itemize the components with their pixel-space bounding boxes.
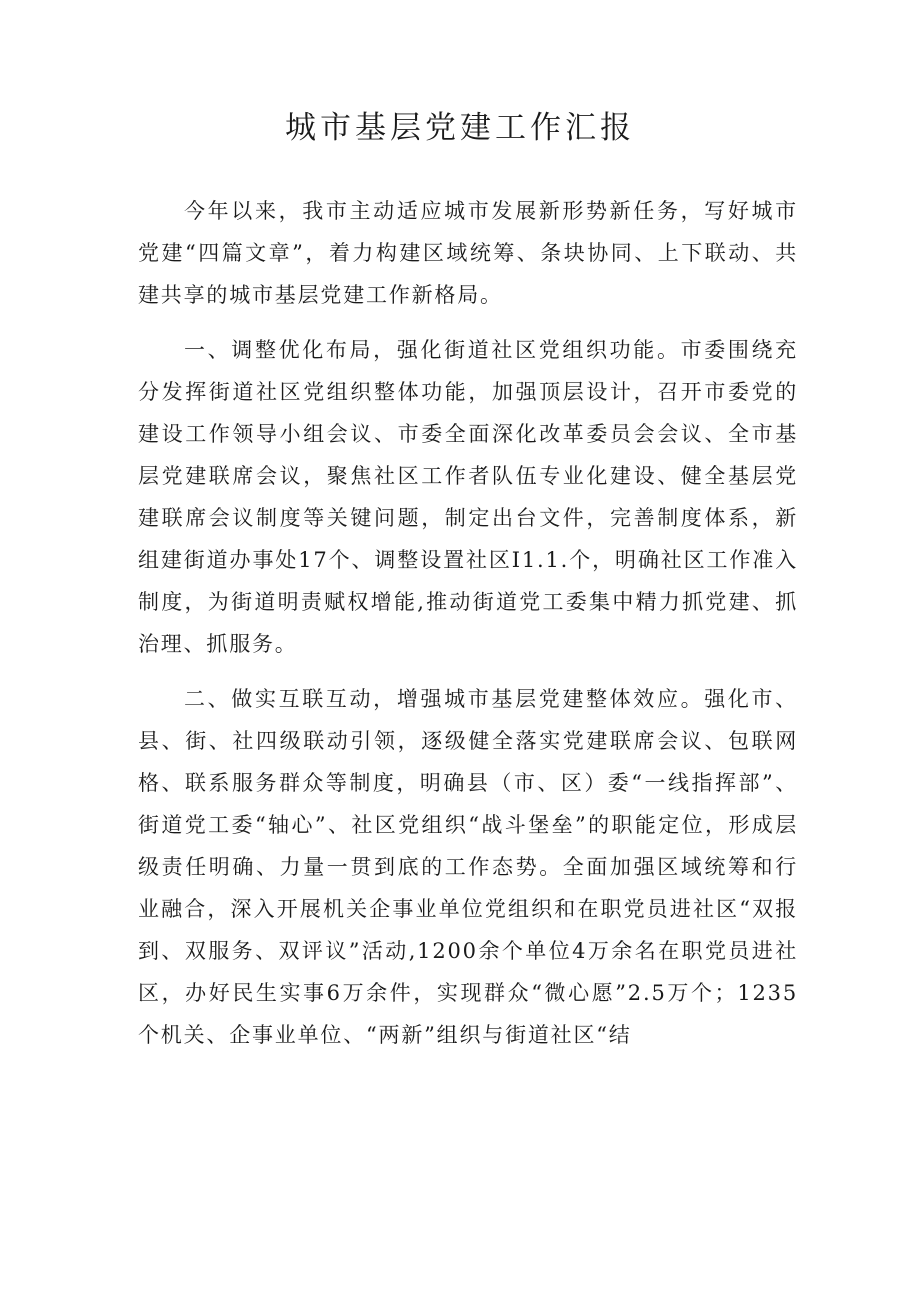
paragraph-intro: 今年以来，我市主动适应城市发展新形势新任务，写好城市党建“四篇文章”，着力构建区域统筹、条块协同、上下联动、共建共享的城市基层党建工作新格局。 xyxy=(138,199,798,307)
paragraph-section-one: 一、调整优化布局，强化街道社区党组织功能。市委围绕充分发挥街道社区党组织整体功能，加强顶层设计，召开市委党的建设工作领导小组会议、市委全面深化改革委员会会议、全市基层党建联席会议，聚焦社区工作者队伍专业化建设、健全基层党建联席会议制度等关键问题，制定出台文件，完善制度体系，新组建街道办事处17个、调整设置社区I1.1.个，明确社区工作准入制度，为街道明责赋权增能,推动街道党工委集中精力抓党建、抓治理、抓服务。 xyxy=(138,338,798,656)
document-title: 城市基层党建工作汇报 xyxy=(285,110,635,146)
document-body xyxy=(138,190,798,1069)
paragraph-section-two: 二、做实互联互动，增强城市基层党建整体效应。强化市、县、街、社四级联动引领，逐级健全落实党建联席会议、包联网格、联系服务群众等制度，明确县（市、区）委“一线指挥部”、街道党工委“轴心”、社区党组织“战斗堡垒”的职能定位，形成层级责任明确、力量一贯到底的工作态势。全面加强区域统筹和行业融合，深入开展机关企事业单位党组织和在职党员进社区“双报到、双服务、双评议”活动,1200余个单位4万余名在职党员进社区，办好民生实事6万余件，实现群众“微心愿”2.5万个；1235个机关、企事业单位、“两新”组织与街道社区“结 xyxy=(138,687,798,1047)
